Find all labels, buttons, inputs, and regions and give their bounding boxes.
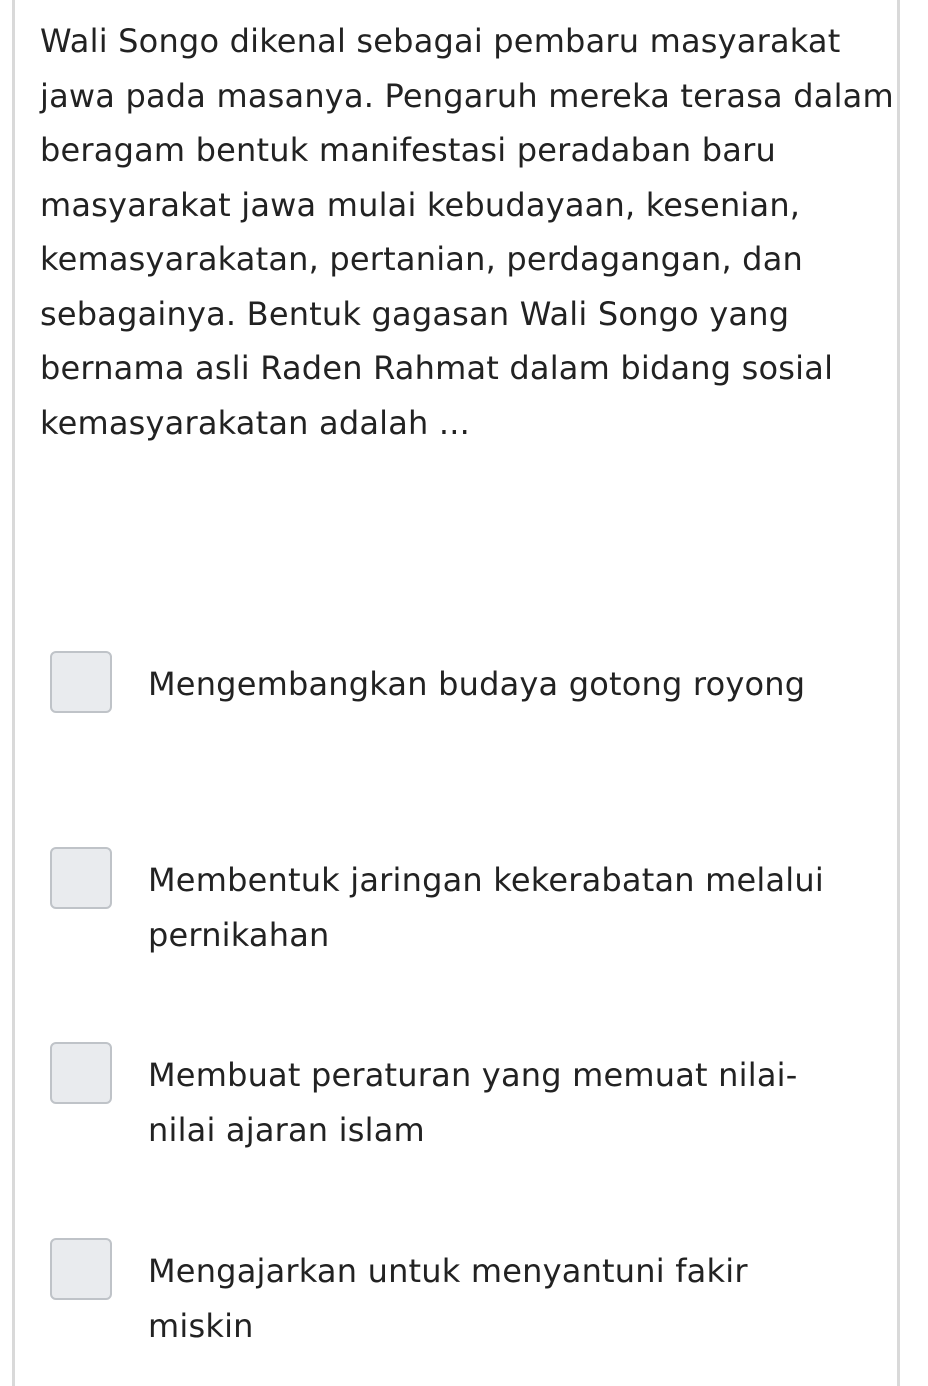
answer-option-label: Membentuk jaringan kekerabatan melalui pernikahan <box>148 861 824 954</box>
checkbox[interactable] <box>50 1042 112 1104</box>
answer-option-3[interactable] <box>50 1042 890 1162</box>
answer-option-label: Membuat peraturan yang memuat nilai-nilai ajaran islam <box>148 1056 798 1149</box>
checkbox[interactable] <box>50 1238 112 1300</box>
question-text: Wali Songo dikenal sebagai pembaru masyarakat jawa pada masanya. Pengaruh mereka terasa dalam beragam bentuk manifestasi peradaban baru masyarakat jawa mulai kebudayaan, kesenian, kemasyarakatan, pertanian, perdagangan, dan sebagainya. Bentuk gagasan Wali Songo yang bernama asli Raden Rahmat dalam bidang sosial kemasyarakatan adalah ... <box>40 22 894 442</box>
answer-option-label: Mengembangkan budaya gotong royong <box>148 665 806 703</box>
answer-option-1[interactable] <box>50 651 890 771</box>
answer-option-2[interactable] <box>50 847 890 967</box>
checkbox[interactable] <box>50 847 112 909</box>
answer-option-label: Mengajarkan untuk menyantuni fakir miskin <box>148 1252 748 1345</box>
checkbox[interactable] <box>50 651 112 713</box>
answer-option-4[interactable] <box>50 1238 890 1358</box>
